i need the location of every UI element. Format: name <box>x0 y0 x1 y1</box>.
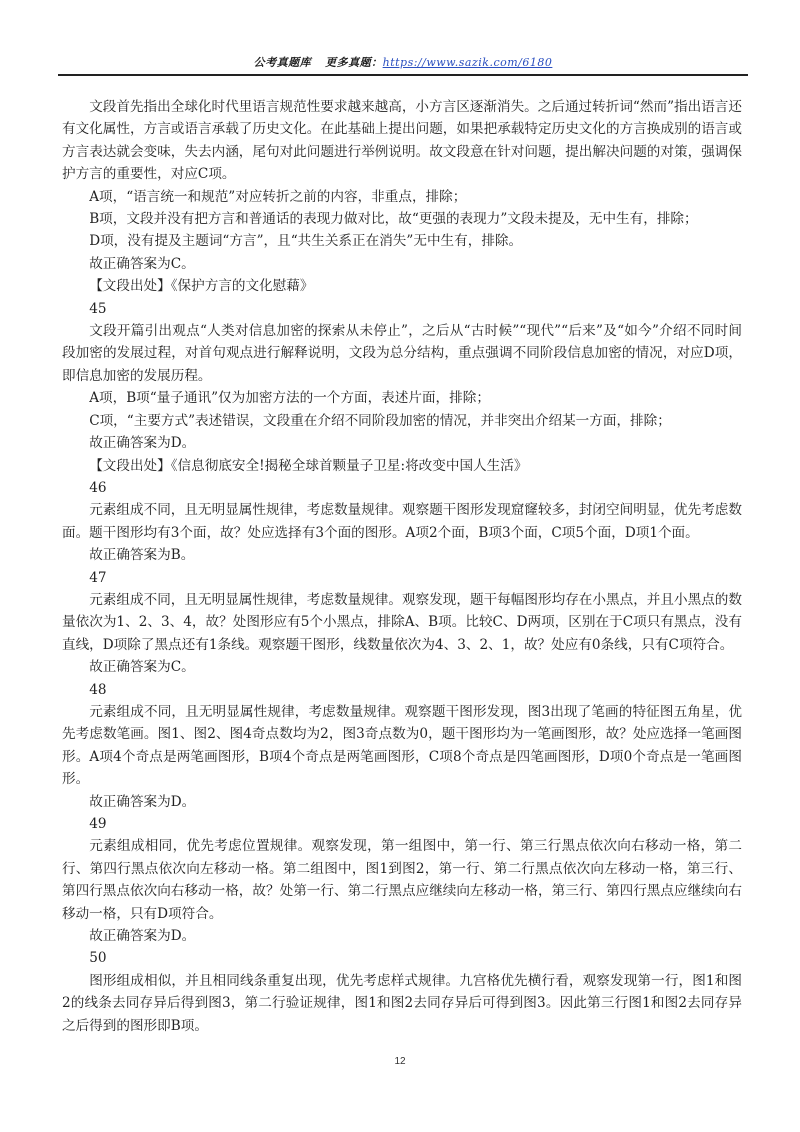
page-header <box>58 54 748 70</box>
header-url-link[interactable]: https://www.sazik.com/6180 <box>382 56 553 69</box>
explanation-paragraph: B项，文段并没有把方言和普通话的表现力做对比，故“更强的表现力”文段未提及，无中生有，排除； <box>89 211 698 228</box>
header-site-name: 公考真题库 <box>253 56 312 69</box>
explanation-paragraph: 【文段出处】《信息彻底安全!揭秘全球首颗量子卫星:将改变中国人生活》 <box>89 457 528 474</box>
question-number: 46 <box>89 479 107 496</box>
explanation-paragraph: 故正确答案为C。 <box>89 255 195 272</box>
explanation-paragraph: 故正确答案为C。 <box>89 659 195 676</box>
explanation-paragraph: 元素组成不同，且无明显属性规律，考虑数量规律。观察题干图形发现窟窿较多，封闭空间明显，优先考虑数面。题干图形均有3个面，故？处应选择有3个面的图形。A项2个面，B项3个面，C项5个面，D项1个面。 <box>62 502 742 541</box>
explanation-paragraph: 元素组成不同，且无明显属性规律，考虑数量规律。观察题干图形发现，图3出现了笔画的特征图五角星，优先考虑数笔画。图1、图2、图4奇点数均为2，图3奇点数为0，题干图形均为一笔画图形，故？处应选择一笔画图形。A项4个奇点是两笔画图形，B项4个奇点是两笔画图形，C项8个奇点是四笔画图形，D项0个奇点是一笔画图形。 <box>62 703 742 788</box>
explanation-paragraph: 故正确答案为D。 <box>89 435 196 452</box>
question-number: 47 <box>89 569 107 586</box>
explanation-paragraph: D项，没有提及主题词“方言”，且“共生关系正在消失”无中生有，排除。 <box>89 233 523 250</box>
explanation-paragraph: A项，“语言统一和规范”对应转折之前的内容，非重点，排除； <box>89 188 467 205</box>
page-number: 12 <box>394 1056 406 1067</box>
answer-explanations <box>62 96 742 1037</box>
explanation-paragraph: 【文段出处】《保护方言的文化慰藉》 <box>89 278 314 295</box>
question-number: 48 <box>89 681 107 698</box>
explanation-paragraph: 故正确答案为B。 <box>89 547 195 564</box>
explanation-paragraph: 元素组成相同，优先考虑位置规律。观察发现，第一组图中，第一行、第三行黑点依次向右移动一格，第二行、第四行黑点依次向左移动一格。第二组图中，图1到图2，第一行、第二行黑点依次向左移动一格，第三行、第四行黑点依次向右移动一格，故？处第一行、第二行黑点应继续向左移动一格，第三行、第四行黑点应继续向右移动一格，只有D项符合。 <box>62 838 742 922</box>
question-number: 49 <box>89 816 107 832</box>
question-number: 45 <box>89 300 107 317</box>
explanation-paragraph: 元素组成不同，且无明显属性规律，考虑数量规律。观察发现，题干每幅图形均存在小黑点，并且小黑点的数量依次为1、2、3、4，故？处图形应有5个小黑点，排除A、B项。比较C、D两项，区别在于C项只有黑点，没有直线，D项除了黑点还有1条线。观察题干图形，线数量依次为4、3、2、1，故？处应有0条线，只有C项符合。 <box>62 591 742 653</box>
explanation-paragraph: A项，B项“量子通讯”仅为加密方法的一个方面，表述片面，排除； <box>89 390 490 407</box>
explanation-paragraph: 图形组成相似，并且相同线条重复出现，优先考虑样式规律。九宫格优先横行看，观察发现第一行，图1和图2的线条去同存异后得到图3，第二行验证规律，图1和图2去同存异后可得到图3。因此第三行图1和图2去同存异之后得到的图形即B项。 <box>62 972 742 1034</box>
question-number: 50 <box>89 950 107 967</box>
explanation-paragraph: 故正确答案为D。 <box>89 928 196 945</box>
explanation-paragraph: 文段首先指出全球化时代里语言规范性要求越来越高，小方言区逐渐消失。之后通过转折词“然而”指出语言还有文化属性，方言或语言承载了历史文化。在此基础上提出问题，如果把承载特定历史文化的方言换成别的语言或方言表达就会变味，失去内涵，尾句对此问题进行举例说明。故文段意在针对问题，提出解决问题的对策，强调保护方言的重要性，对应C项。 <box>62 99 742 183</box>
header-label: 更多真题： <box>325 56 383 69</box>
explanation-paragraph: C项，“主要方式”表述错误，文段重在介绍不同阶段加密的情况，并非突出介绍某一方面，排除； <box>89 412 671 429</box>
explanation-paragraph: 文段开篇引出观点“人类对信息加密的探索从未停止”，之后从“古时候”“现代”“后来”及“如今”介绍不同时间段加密的发展过程，对首句观点进行解释说明，文段为总分结构，重点强调不同阶段信息加密的情况，对应D项，即信息加密的发展历程。 <box>62 323 742 384</box>
header-divider <box>58 74 748 76</box>
explanation-paragraph: 故正确答案为D。 <box>89 793 196 810</box>
